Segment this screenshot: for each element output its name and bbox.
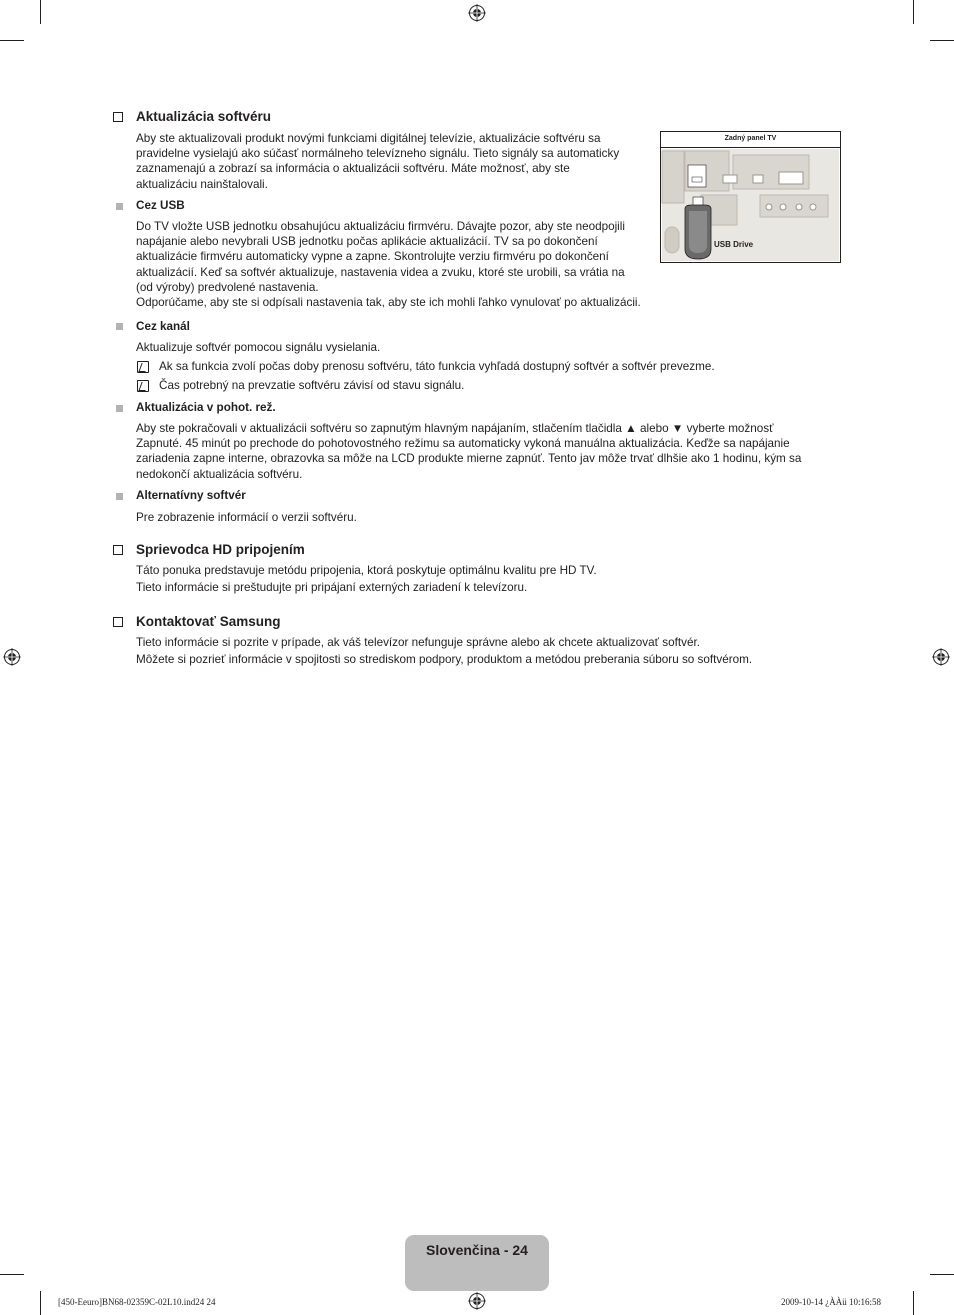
subsection-title-usb: Cez USB [136, 199, 185, 212]
text-line: (od výroby) predvolené nastavenia. [136, 280, 319, 294]
hd-guide-description [136, 563, 836, 595]
contact-description [136, 635, 836, 667]
bullet-square-icon [116, 203, 123, 210]
crop-mark [913, 0, 914, 24]
text-line: Tieto informácie si preštudujte pri pripájaní externých zariadení k televízoru. [136, 581, 528, 595]
text-line: Tieto informácie si pozrite v prípade, ak váš televízor nefunguje správne alebo ak chcete aktualizovať softvér. [136, 636, 700, 649]
registration-mark-icon [468, 4, 486, 22]
file-info: [450-Eeuro]BN68-02359C-02L10.ind24 24 [58, 1297, 216, 1307]
text-line: aktualizácie firmvéru automaticky vypne a zapne. Skontrolujte verziu firmvéru po dokončení [136, 250, 609, 264]
section-title-contact: Kontaktovať Samsung [136, 614, 281, 629]
crop-mark [40, 0, 41, 24]
text-line: nedokončí aktualizácia softvéru. [136, 467, 303, 481]
text-line: Môžete si pozrieť informácie v spojitosti so strediskom podpory, produktom a metódou preberania súboru so softvérom. [136, 653, 753, 667]
section-title-hd-guide: Sprievodca HD pripojením [136, 542, 305, 557]
registration-mark-icon [932, 648, 950, 666]
text-line: Aby ste pokračovali v aktualizácii softvéru so zapnutým hlavným napájaním, stlačením tlačidla ▲ alebo ▼ vyberte možnosť [136, 422, 774, 435]
text-line: Zapnuté. 45 minút po prechode do pohotovostného režimu sa automaticky vykoná manuálna aktualizácia. Keďže sa napájanie [136, 437, 790, 451]
registration-mark-icon [3, 648, 21, 666]
text-line: Táto ponuka predstavuje metódu pripojenia, ktorá poskytuje optimálnu kvalitu pre HD TV. [136, 564, 597, 577]
crop-mark [0, 1274, 24, 1275]
channel-description: Aktualizuje softvér pomocou signálu vysielania. [136, 341, 381, 354]
channel-note: Ak sa funkcia zvolí počas doby prenosu softvéru, táto funkcia vyhľadá dostupný softvér a softvér prevezme. [159, 360, 715, 373]
section-checkbox-icon [113, 545, 123, 555]
bullet-square-icon [116, 323, 123, 330]
crop-mark [40, 1291, 41, 1315]
software-update-intro [136, 131, 656, 192]
text-line: Aby ste aktualizovali produkt novými funkciami digitálnej televízie, aktualizácie softvéru sa [136, 132, 601, 145]
section-checkbox-icon [113, 112, 123, 122]
section-title-software-update: Aktualizácia softvéru [136, 109, 272, 124]
bullet-square-icon [116, 493, 123, 500]
text-line: aktualizáciu nainštalovali. [136, 177, 268, 191]
text-line: Do TV vložte USB jednotku obsahujúcu aktualizáciu firmvéru. Dávajte pozor, aby ste neodpojili [136, 220, 625, 233]
subsection-title-standby: Aktualizácia v pohot. rež. [136, 401, 276, 414]
note-icon [137, 361, 149, 373]
crop-mark [913, 1291, 914, 1315]
figure-caption: Zadný panel TV [724, 135, 777, 142]
channel-note: Čas potrebný na prevzatie softvéru závisí od stavu signálu. [159, 379, 465, 392]
text-line: zaznamenajú a zobrazí sa informácia o aktualizácii softvéru. Máte možnosť, aby ste [136, 162, 570, 176]
text-line: zariadenia zapne interne, obrazovka sa môže na LCD produkte mierne zapnúť. Tento jav môže trvať dlhšie ako 1 hodinu, kým sa [136, 452, 802, 466]
section-checkbox-icon [113, 617, 123, 627]
rear-panel-figure [660, 131, 841, 263]
subsection-title-alternative: Alternatívny softvér [136, 489, 246, 502]
print-timestamp: 2009-10-14 ¿ÀÀü 10:16:58 [781, 1297, 881, 1307]
note-icon [137, 380, 149, 392]
text-line: napájanie alebo nevybrali USB jednotku počas aplikácie aktualizácií. TV sa po dokončení [136, 235, 598, 249]
usb-drive-label: USB Drive [714, 240, 754, 249]
standby-description [136, 421, 846, 482]
page-number-label: Slovenčina - 24 [426, 1242, 528, 1258]
registration-mark-icon [468, 1292, 486, 1310]
crop-mark [930, 40, 954, 41]
alternative-description: Pre zobrazenie informácií o verzii softvéru. [136, 511, 357, 524]
text-line: aktualizácií. Keď sa softvér aktualizuje, nastavenia videa a zvuku, ktoré ste urobili, sa vrátia na [136, 265, 625, 279]
subsection-title-channel: Cez kanál [136, 320, 190, 333]
crop-mark [930, 1274, 954, 1275]
text-line: Odporúčame, aby ste si odpísali nastavenia tak, aby ste ich mohli ľahko vynulovať po aktualizácii. [136, 296, 641, 310]
bullet-square-icon [116, 405, 123, 412]
text-line: pravidelne vysielajú ako súčasť normálneho televízneho signálu. Tieto signály sa automaticky [136, 147, 620, 161]
crop-mark [0, 40, 24, 41]
